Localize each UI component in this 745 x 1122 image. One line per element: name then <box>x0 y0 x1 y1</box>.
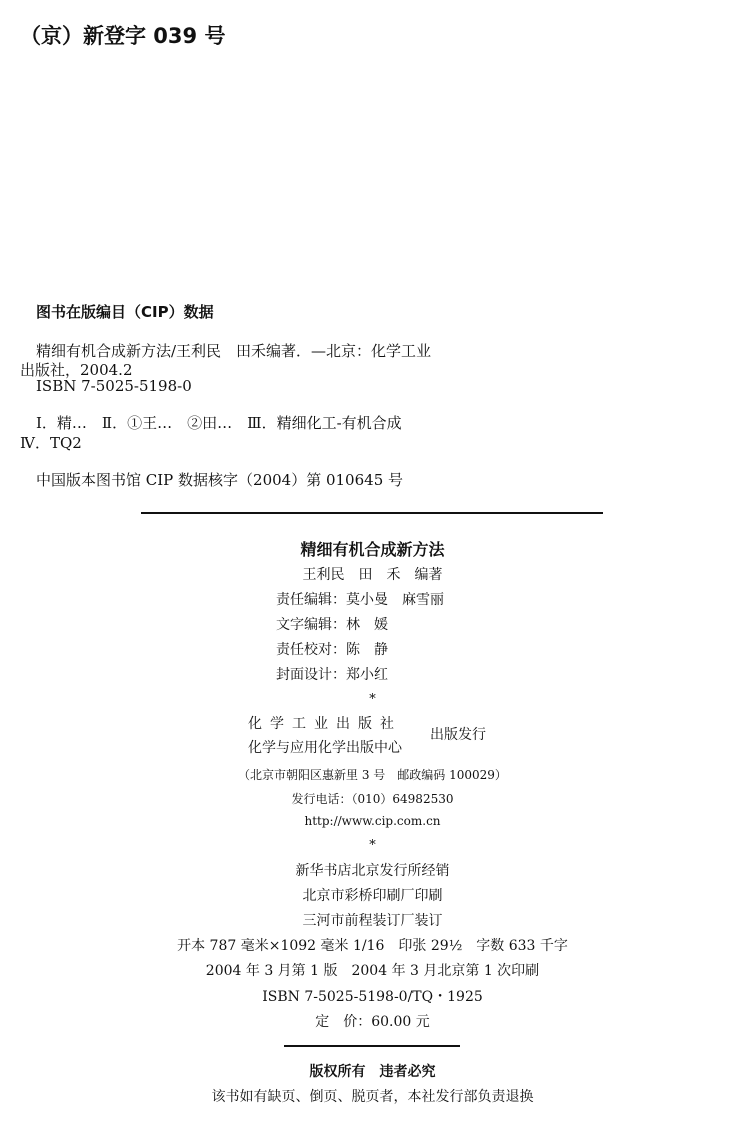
publisher-address: （北京市朝阳区惠新里 3 号 邮政编码 100029） <box>238 768 507 782</box>
price: 定 价：60.00 元 <box>315 1014 430 1030</box>
publisher-center: 化学与应用化学出版中心 <box>248 740 402 756</box>
binder: 三河市前程装订厂装订 <box>302 913 443 929</box>
registration-number: （京）新登字 039 号 <box>20 24 226 48</box>
top-divider <box>141 512 603 514</box>
book-specifications: 开本 787 毫米×1092 毫米 1/16 印张 29½ 字数 633 千字 <box>177 938 568 954</box>
publisher-website: http://www.cip.com.cn <box>304 814 441 828</box>
printer: 北京市彩桥印刷厂印刷 <box>302 888 443 904</box>
text-editor: 文字编辑：林 媛 <box>276 617 388 633</box>
copyright-notice: 版权所有 违者必究 <box>309 1064 436 1080</box>
cip-classification-2: Ⅳ．TQ2 <box>20 434 82 452</box>
full-isbn: ISBN 7-5025-5198-0/TQ・1925 <box>262 989 483 1005</box>
publish-issue-label: 出版发行 <box>430 727 486 743</box>
proofreader: 责任校对：陈 静 <box>276 642 388 658</box>
cip-classification-1: Ⅰ．精… Ⅱ．①王… ②田… Ⅲ．精细化工-有机合成 <box>36 414 402 432</box>
sales-phone: 发行电话：（010）64982530 <box>291 792 454 806</box>
cip-line-1: 精细有机合成新方法/王利民 田禾编著．—北京：化学工业 <box>36 342 432 360</box>
bottom-divider <box>284 1045 460 1047</box>
publisher-block <box>0 712 745 762</box>
book-authors: 王利民 田 禾 编著 <box>302 567 443 583</box>
cover-designer: 封面设计：郑小红 <box>276 667 388 683</box>
cip-verification: 中国版本图书馆 CIP 数据核字（2004）第 010645 号 <box>36 471 404 489</box>
book-title: 精细有机合成新方法 <box>300 540 445 559</box>
publisher-name: 化学工业出版社 <box>248 716 402 732</box>
cip-heading: 图书在版编目（CIP）数据 <box>36 303 214 321</box>
distributor: 新华书店北京发行所经销 <box>295 863 450 879</box>
cip-line-2: 出版社，2004.2 <box>20 361 133 379</box>
return-policy: 该书如有缺页、倒页、脱页者，本社发行部负责退换 <box>211 1089 534 1105</box>
responsible-editor: 责任编辑：莫小曼 麻雪丽 <box>276 592 444 608</box>
cip-isbn: ISBN 7-5025-5198-0 <box>36 377 192 395</box>
separator-star-2: * <box>369 838 376 853</box>
separator-star-1: * <box>369 692 376 707</box>
edition-info: 2004 年 3 月第 1 版 2004 年 3 月北京第 1 次印刷 <box>205 963 540 979</box>
